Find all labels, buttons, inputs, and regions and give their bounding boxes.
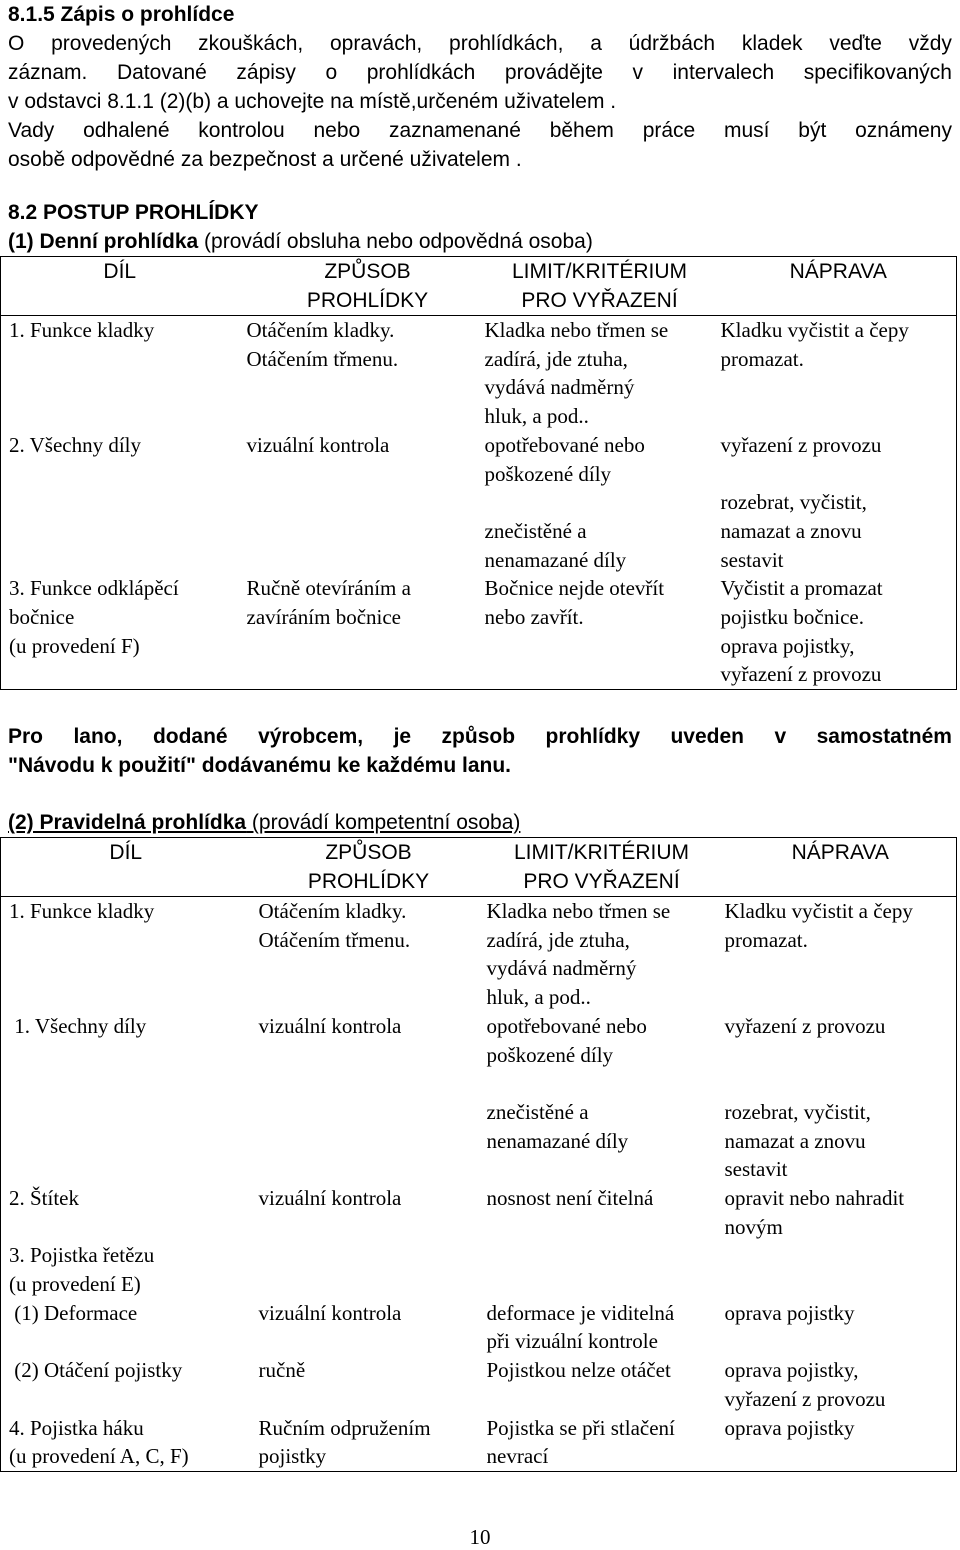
table-row [1,1241,957,1413]
cell-limit: opotřebované nebo poškozené díly znečistěné a nenamazané díly [486,1013,647,1153]
word: Datované [116,61,207,84]
cell-part: 1. Všechny díly [9,1013,147,1038]
header-remedy: NÁPRAVA [789,260,887,283]
word: veďte [829,32,882,55]
word: zápisy [236,61,296,84]
cell-remedy: Kladku vyčistit a čepy promazat. [724,899,913,952]
word: zkouškách, [198,32,304,55]
word: v [632,61,644,84]
cell-remedy: Kladku vyčistit a čepy promazat. [720,318,909,371]
paragraph-line: v odstavci 8.1.1 (2)(b) a uchovejte na místě,určeném uživatelem . [8,90,617,113]
cell-method: vizuální kontrola [246,432,390,457]
cell-limit: nosnost není čitelná [486,1186,654,1210]
word: kontrolou [198,119,285,142]
table-row [1,1184,957,1241]
word: opravách, [330,32,423,55]
daily-inspection-table [0,256,957,690]
word: O [8,32,25,55]
word: je [393,725,412,748]
word: vždy [908,32,952,55]
header-method: ZPŮSOB PROHLÍDKY [306,260,429,312]
paragraph-line: osobě odpovědné za bezpečnost a určené uživatelem . [8,148,522,171]
cell-part: 1. Funkce kladky [9,899,155,923]
page-number: 10 [469,1525,491,1549]
word: nebo [313,119,361,142]
table-row [1,316,957,431]
section-heading-82: 8.2 POSTUP PROHLÍDKY [8,201,259,224]
header-method: ZPŮSOB PROHLÍDKY [307,841,430,893]
header-remedy: NÁPRAVA [791,841,889,864]
cell-part: 2. Štítek [9,1186,80,1210]
cell-limit: deformace je viditelná při vizuální kontrole Pojistkou nelze otáčet [486,1300,675,1383]
table-header-row [1,838,957,897]
word: výrobcem, [258,725,364,748]
cell-method: Ručně otevíráním a zavíráním bočnice [246,576,411,630]
daily-inspection-note: (provádí obsluha nebo odpovědná osoba) [198,230,593,253]
word: údržbách [628,32,716,55]
word: provádějte [504,61,603,84]
cell-method: vizuální kontrola [258,1186,402,1210]
paragraph-line [8,29,952,58]
rope-note-line [8,722,952,751]
section-heading-815: 8.1.5 Zápis o prohlídce [8,3,235,26]
cell-part: 4. Pojistka háku (u provedení A, C, F) [9,1415,189,1469]
table-row [1,431,957,575]
cell-limit: opotřebované nebo poškozené díly znečistěné a nenamazané díly [484,432,645,572]
cell-limit: Kladka nebo třmen se zadírá, jde ztuha, vydává nadměrný hluk, a pod.. [484,318,669,429]
word: a [590,32,602,55]
paragraph-line [8,116,952,145]
cell-method: Otáčením kladky. Otáčením třmenu. [258,899,411,952]
rope-note-line: "Návodu k použití" dodávanému ke každému lanu. [8,754,512,777]
daily-inspection-label: (1) Denní prohlídka [8,230,199,253]
cell-method: Ručním odpružením pojistky [258,1415,431,1469]
cell-method: vizuální kontrola [258,1013,402,1038]
cell-limit: Kladka nebo třmen se zadírá, jde ztuha, vydává nadměrný hluk, a pod.. [486,899,671,1010]
periodic-inspection-label: (2) Pravidelná prohlídka [8,811,247,834]
cell-remedy: vyřazení z provozu rozebrat, vyčistit, namazat a znovu sestavit [720,432,882,572]
word: odhalené [83,119,170,142]
word: práce [642,119,696,142]
word: způsob [441,725,516,748]
word: prohlídkách, [449,32,564,55]
periodic-inspection-title [8,808,520,837]
table-row [1,1414,957,1472]
cell-remedy: vyřazení z provozu rozebrat, vyčistit, namazat a znovu sestavit [724,1013,886,1182]
word: zaznamenané [388,119,521,142]
word: oznámeny [855,119,952,142]
cell-limit: Bočnice nejde otevřít nebo zavřít. [484,576,665,630]
word: Pro [8,725,44,748]
header-part: DÍL [109,841,143,864]
cell-part: 3. Funkce odklápěcí bočnice (u provedení F) [9,576,179,658]
word: Vady [8,119,55,142]
table-row [1,897,957,1012]
table-header-row [1,257,957,316]
paragraph-line [8,58,952,87]
word: intervalech [672,61,775,84]
cell-remedy: Vyčistit a promazat pojistku bočnice. oprava pojistky, vyřazení z provozu [720,576,883,687]
word: musí [724,119,770,142]
word: provedených [51,32,172,55]
cell-part: 2. Všechny díly [9,432,142,457]
periodic-inspection-table [0,837,957,1472]
cell-part: 1. Funkce kladky [9,318,155,342]
word: uveden [670,725,744,748]
word: během [549,119,614,142]
daily-inspection-title [8,227,593,256]
word: v [774,725,787,748]
cell-part: 3. Pojistka řetězu (u provedení E) (1) Deformace (2) Otáčení pojistky [9,1243,183,1383]
word: prohlídky [545,725,641,748]
cell-remedy: oprava pojistky [724,1415,855,1440]
cell-remedy: oprava pojistky oprava pojistky, vyřazení z provozu [724,1300,886,1411]
cell-limit: Pojistka se při stlačení nevrací [486,1415,675,1469]
cell-method: vizuální kontrola ručně [258,1300,402,1383]
word: kladek [741,32,803,55]
word: záznam. [8,61,88,84]
periodic-inspection-note: (provádí kompetentní osoba) [246,811,521,834]
header-limit: LIMIT/KRITÉRIUM PRO VYŘAZENÍ [513,841,689,893]
cell-remedy: opravit nebo nahradit novým [724,1186,905,1239]
word: prohlídkách [366,61,476,84]
cell-method: Otáčením kladky. Otáčením třmenu. [246,318,399,371]
table-row [1,1012,957,1184]
word: o [325,61,338,84]
word: být [798,119,827,142]
word: lano, [73,725,123,748]
table-row [1,574,957,689]
word: samostatném [816,725,952,748]
word: dodané [152,725,228,748]
header-limit: LIMIT/KRITÉRIUM PRO VYŘAZENÍ [511,260,687,312]
word: specifikovaných [803,61,952,84]
header-part: DÍL [103,260,137,283]
